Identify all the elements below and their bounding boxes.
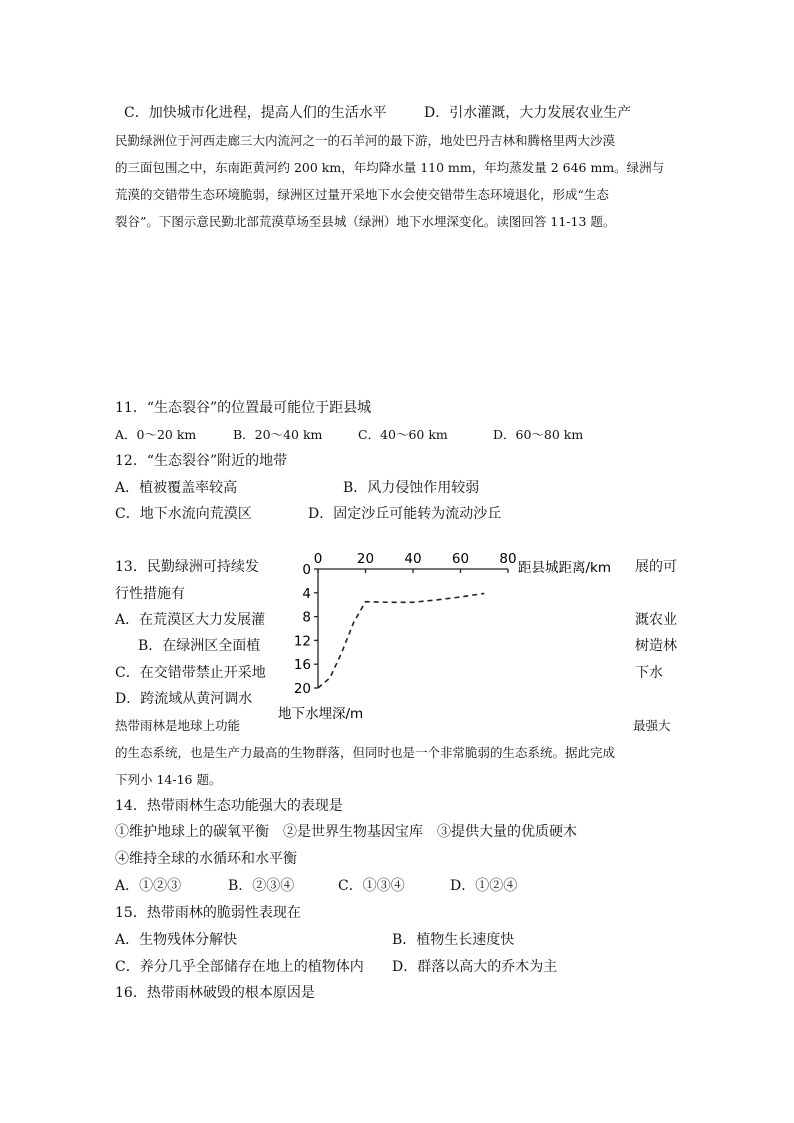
y-tick-label: 4 xyxy=(302,585,311,602)
q12-option-b: B．风力侵蚀作用较弱 xyxy=(343,480,480,496)
q13-option-a-right: 溉农业 xyxy=(635,612,677,628)
q14-option-c: C．①③④ xyxy=(338,878,405,894)
q15-stem: 15．热带雨林的脆弱性表现在 xyxy=(115,905,301,921)
q13-option-b-left: B．在绿洲区全面植 xyxy=(138,638,261,654)
passage1-line2: 的三面包围之中，东南距黄河约 200 km，年均降水量 110 mm，年均蒸发量 2 646 mm。绿洲与 xyxy=(115,160,665,175)
passage1-line4: 裂谷”。下图示意民勤北部荒漠草场至县城（绿洲）地下水埋深变化。读图回答 11-13 题。 xyxy=(115,214,616,229)
x-axis-label: 距县城距离/km xyxy=(518,560,612,576)
q13-stem-line2: 行性措施有 xyxy=(115,586,185,602)
option-d-top: D．引水灌溉，大力发展农业生产 xyxy=(424,105,632,121)
q11-stem: 11．“生态裂谷”的位置最可能位于距县城 xyxy=(115,400,372,416)
q11-option-d: D．60～80 km xyxy=(493,427,584,442)
passage2-line2: 的生态系统，也是生产力最高的生物群落，但同时也是一个非常脆弱的生态系统。据此完成 xyxy=(115,745,616,760)
q13-option-c-left: C．在交错带禁止开采地 xyxy=(115,665,266,681)
q12-option-c: C．地下水流向荒漠区 xyxy=(115,506,252,522)
y-tick-label: 16 xyxy=(293,657,311,674)
q14-items-line2: ④维持全球的水循环和水平衡 xyxy=(115,851,297,867)
q15-option-c: C．养分几乎全部储存在地上的植物体内 xyxy=(115,959,364,975)
q14-option-d: D．①②④ xyxy=(450,878,518,894)
q16-stem: 16．热带雨林破毁的根本原因是 xyxy=(115,985,315,1001)
y-tick-label: 12 xyxy=(293,633,311,650)
q14-items-line1: ①维护地球上的碳氧平衡 ②是世界生物基因宝库 ③提供大量的优质硬木 xyxy=(115,824,577,840)
q15-option-a: A．生物残体分解快 xyxy=(115,932,238,948)
y-tick-label: 8 xyxy=(302,609,311,626)
q14-stem: 14．热带雨林生态功能强大的表现是 xyxy=(115,798,343,814)
q12-stem: 12．“生态裂谷”附近的地带 xyxy=(115,453,288,469)
passage2-line3: 下列小 14-16 题。 xyxy=(115,772,222,787)
x-tick-label: 60 xyxy=(451,551,470,567)
q12-option-d: D．固定沙丘可能转为流动沙丘 xyxy=(308,506,502,522)
x-tick-label: 80 xyxy=(499,551,517,567)
passage2-line1-left: 热带雨林是地球上功能 xyxy=(115,718,241,733)
q13-option-b-right: 树造林 xyxy=(635,638,677,654)
q13-stem-right: 展的可 xyxy=(635,559,677,575)
q11-option-c: C．40～60 km xyxy=(358,427,448,442)
q13-stem-left: 13．民勤绿洲可持续发 xyxy=(115,559,259,575)
passage2-line1-right: 最强大 xyxy=(633,718,671,733)
passage1-line1: 民勤绿洲位于河西走廊三大内流河之一的石羊河的最下游，地处巴丹吉林和腾格里两大沙漠 xyxy=(115,133,616,148)
passage1-line3: 荒漠的交错带生态环境脆弱，绿洲区过量开采地下水会使交错带生态环境退化，形成“生态 xyxy=(115,187,609,202)
q11-option-b: B．20～40 km xyxy=(233,427,323,442)
y-tick-label: 0 xyxy=(302,562,311,578)
q14-option-a: A．①②③ xyxy=(115,878,182,894)
y-axis-label: 地下水埋深/m xyxy=(278,706,364,722)
q13-option-d: D．跨流域从黄河调水 xyxy=(115,691,253,707)
option-c-top: C．加快城市化进程，提高人们的生活水平 xyxy=(124,105,387,121)
q15-option-d: D．群落以高大的乔木为主 xyxy=(392,959,558,975)
q14-option-b: B．②③④ xyxy=(228,878,295,894)
x-tick-label: 40 xyxy=(404,551,422,567)
q13-option-c-right: 下水 xyxy=(635,665,663,681)
groundwater-depth-line xyxy=(318,593,484,688)
y-tick-label: 20 xyxy=(293,681,311,697)
q13-option-a-left: A．在荒漠区大力发展灌 xyxy=(115,612,266,628)
q12-option-a: A．植被覆盖率较高 xyxy=(115,480,238,496)
q11-option-a: A．0～20 km xyxy=(115,427,197,442)
x-tick-label: 20 xyxy=(356,551,375,567)
groundwater-depth-chart xyxy=(278,545,630,725)
q15-option-b: B．植物生长速度快 xyxy=(392,932,515,948)
x-tick-label: 0 xyxy=(313,551,323,567)
